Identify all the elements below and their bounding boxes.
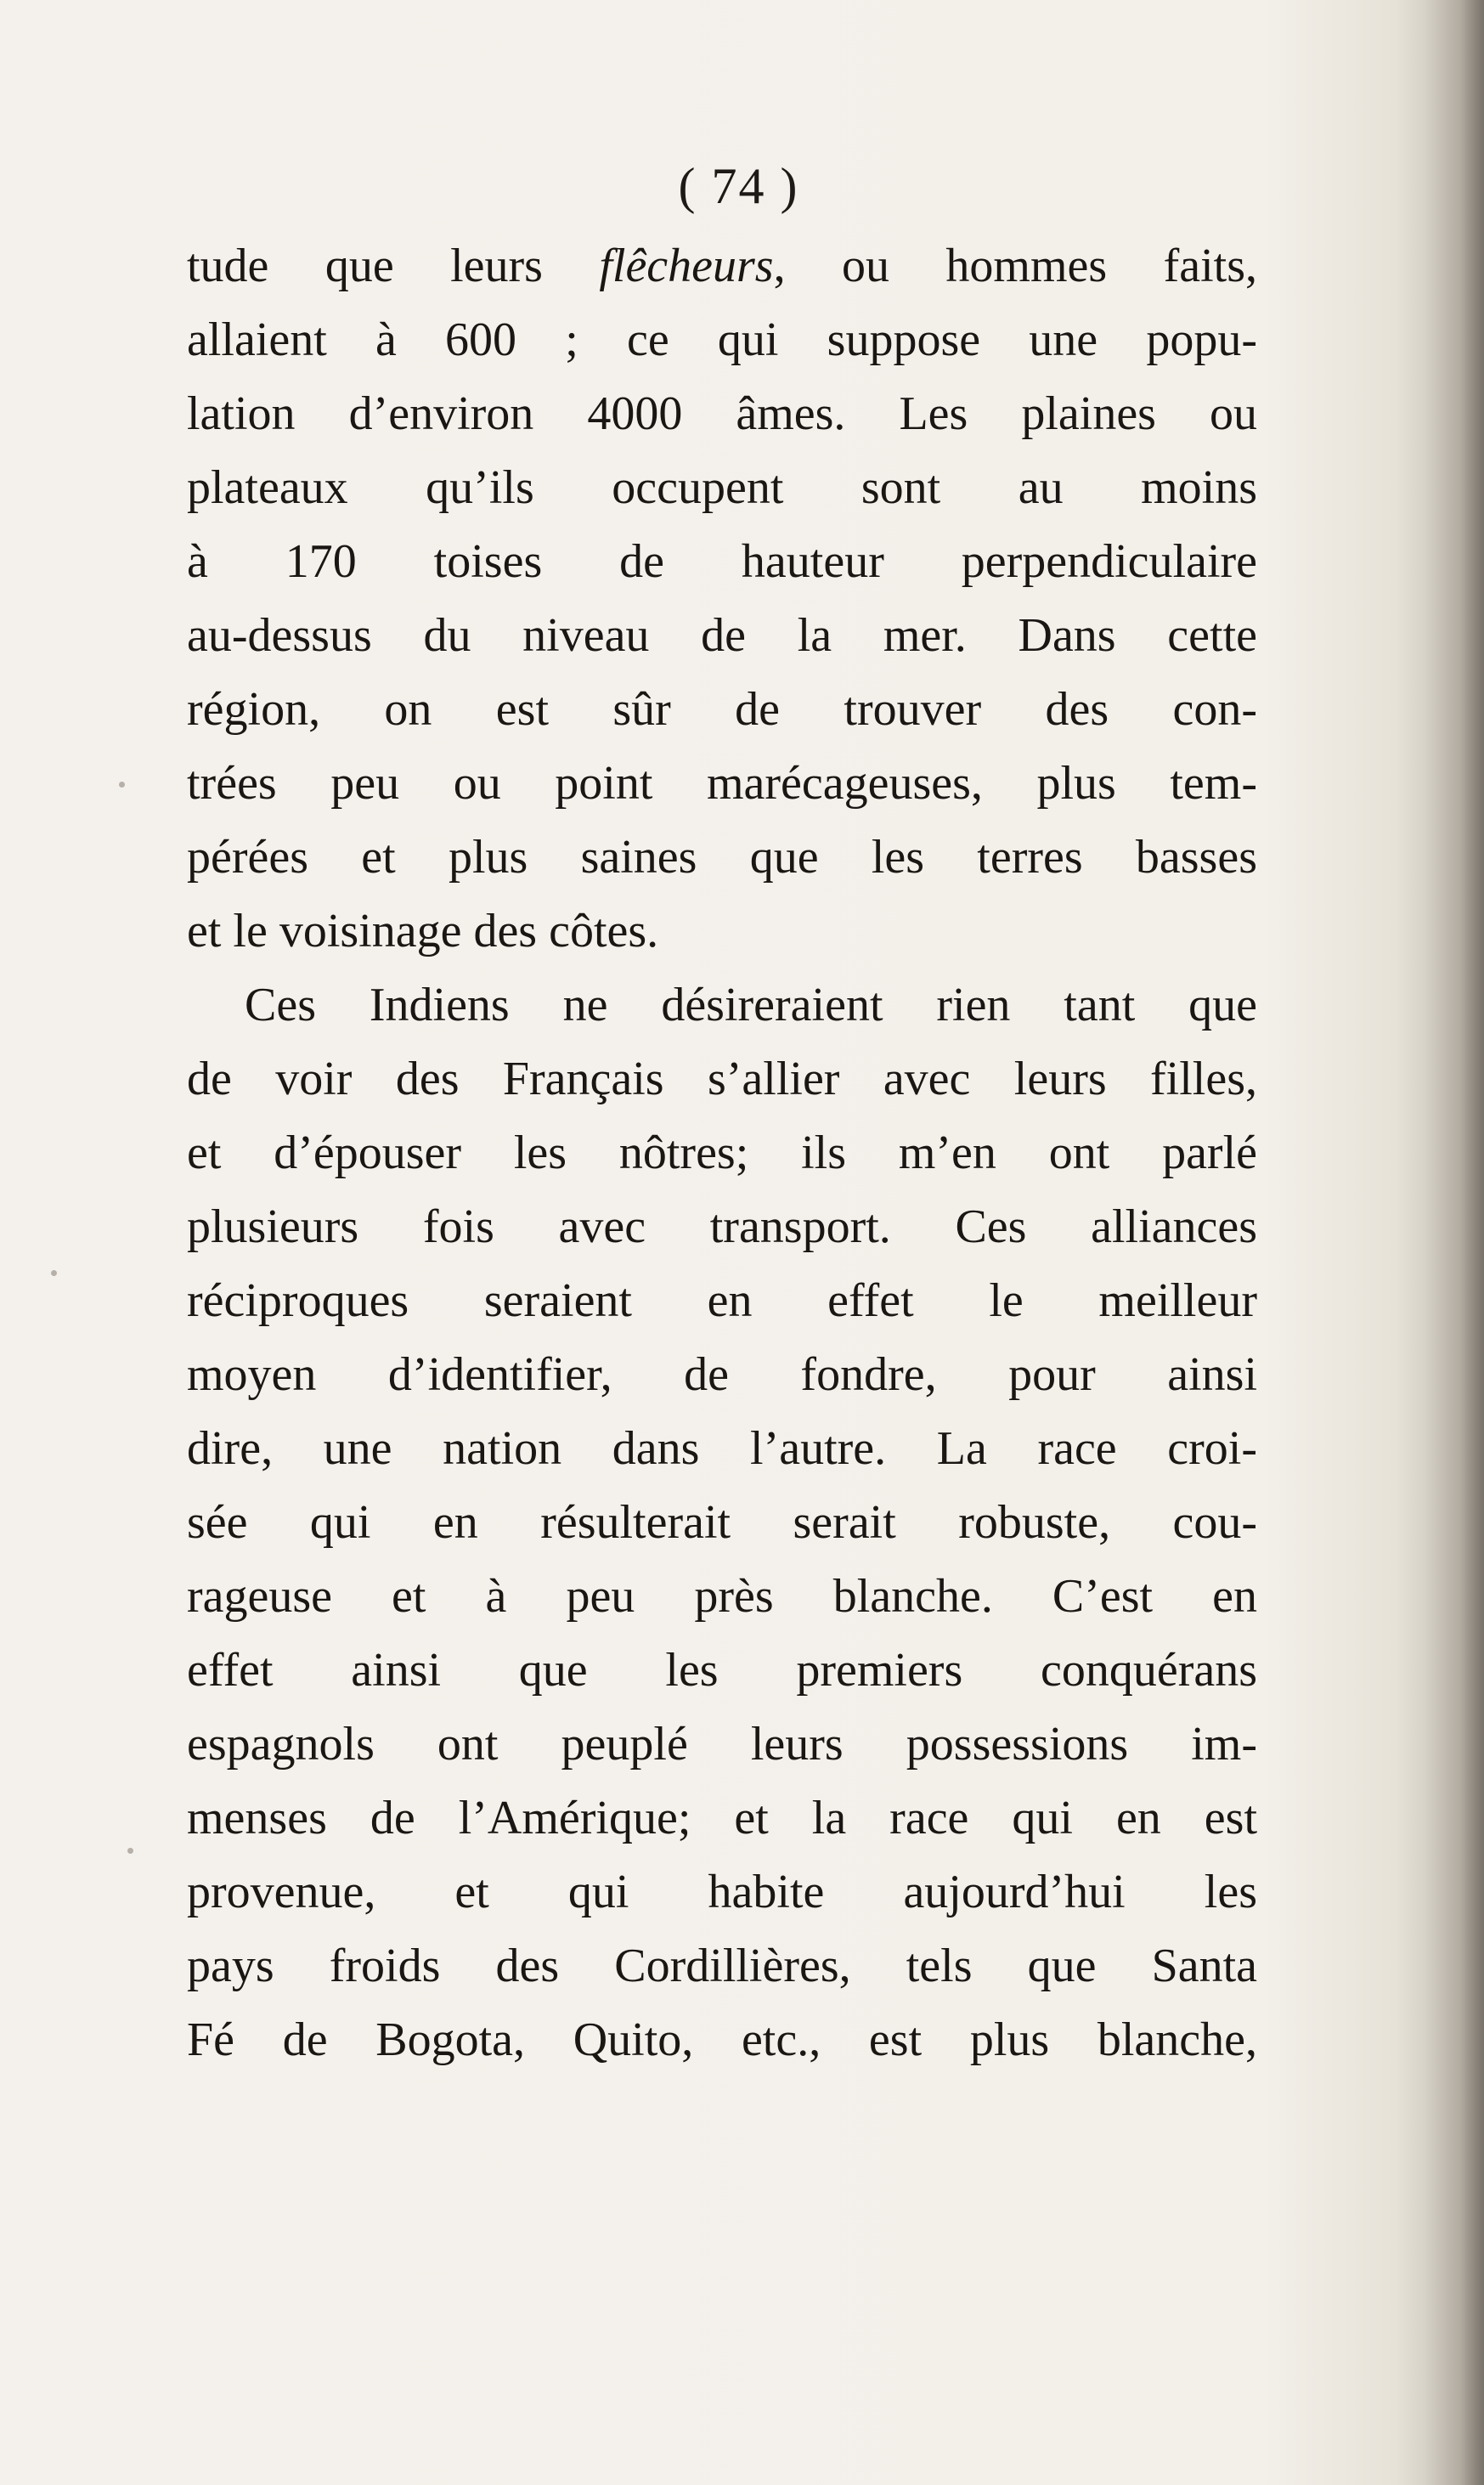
text-line: trées peu ou point marécageuses, plus tem- xyxy=(187,757,1257,810)
text-line: rageuse et à peu près blanche. C’est en xyxy=(187,1570,1257,1623)
text-line: pérées et plus saines que les terres basses xyxy=(187,831,1257,884)
paper-speck xyxy=(51,1270,57,1276)
text-line: lation d’environ 4000 âmes. Les plaines ou xyxy=(187,387,1257,440)
text-line: pays froids des Cordillières, tels que Santa xyxy=(187,1940,1257,1992)
text-line: et le voisinage des côtes. xyxy=(187,905,659,957)
page-number: ( 74 ) xyxy=(678,158,799,214)
page-gutter-shadow xyxy=(1425,0,1484,2485)
text-line: plusieurs fois avec transport. Ces alliances xyxy=(187,1200,1257,1253)
text-line: allaient à 600 ; ce qui suppose une popu- xyxy=(187,313,1257,366)
paper-speck xyxy=(127,1848,133,1854)
text-line: Ces Indiens ne désireraient rien tant que xyxy=(245,979,1257,1031)
text-line: Fé de Bogota, Quito, etc., est plus blanche, xyxy=(187,2013,1257,2066)
text-line: région, on est sûr de trouver des con- xyxy=(187,683,1257,736)
text-line: moyen d’identifier, de fondre, pour ainsi xyxy=(187,1348,1257,1401)
text-line: réciproques seraient en effet le meilleur xyxy=(187,1274,1257,1327)
text-line: et d’épouser les nôtres; ils m’en ont parlé xyxy=(187,1127,1257,1179)
text-line: sée qui en résulterait serait robuste, cou- xyxy=(187,1496,1257,1549)
text-line: au-dessus du niveau de la mer. Dans cette xyxy=(187,609,1257,662)
text-line: plateaux qu’ils occupent sont au moins xyxy=(187,461,1257,514)
text-line: espagnols ont peuplé leurs possessions im- xyxy=(187,1718,1257,1771)
text-run: tude que leurs xyxy=(187,240,600,292)
italic-word: flêcheurs xyxy=(599,240,774,292)
text-line: provenue, et qui habite aujourd’hui les xyxy=(187,1866,1257,1918)
text-run: , ou hommes faits, xyxy=(773,240,1257,292)
text-line: dire, une nation dans l’autre. La race croi- xyxy=(187,1422,1257,1475)
paper-speck xyxy=(119,782,125,788)
text-line: effet ainsi que les premiers conquérans xyxy=(187,1644,1257,1697)
page-text xyxy=(187,229,1257,2077)
text-line xyxy=(187,229,1257,303)
text-line: de voir des Français s’allier avec leurs filles, xyxy=(187,1053,1257,1105)
text-line: à 170 toises de hauteur perpendiculaire xyxy=(187,535,1257,588)
text-line: menses de l’Amérique; et la race qui en est xyxy=(187,1792,1257,1844)
